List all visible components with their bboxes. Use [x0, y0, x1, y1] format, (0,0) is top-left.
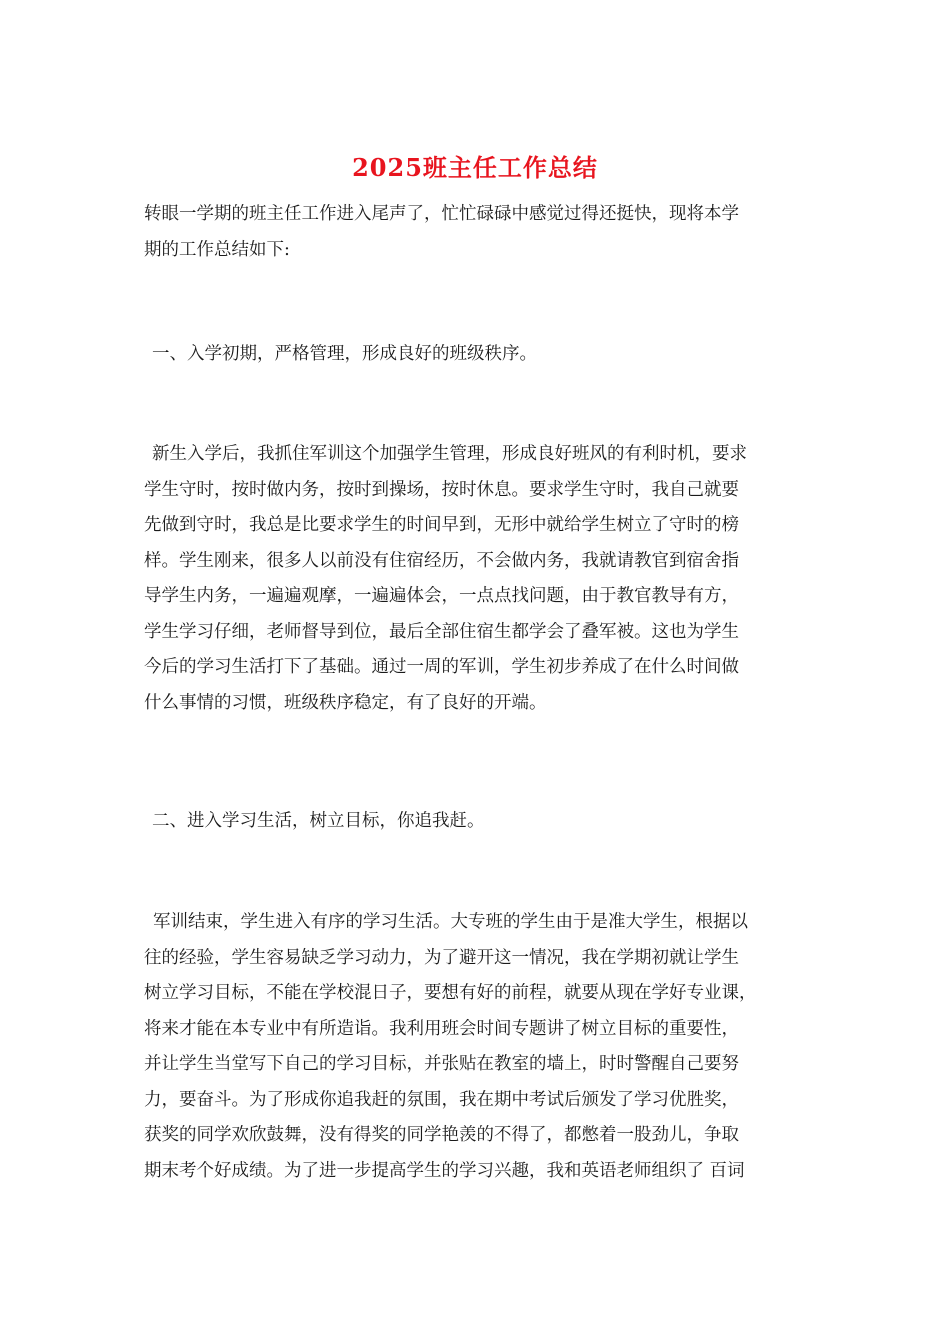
section-2-line: 期末考个好成绩。为了进一步提高学生的学习兴趣，我和英语老师组织了 百词 — [144, 1160, 745, 1181]
section-2-line: 树立学习目标，不能在学校混日子，要想有好的前程，就要从现在学好专业课， — [144, 983, 757, 1003]
section-2-line: 力，要奋斗。为了形成你追我赶的氛围，我在期中考试后颁发了学习优胜奖， — [144, 1089, 739, 1110]
section-1-line: 学生守时，按时做内务，按时到操场，按时休息。要求学生守时，我自己就要 — [144, 479, 739, 500]
section-1-line: 样。学生刚来，很多人以前没有住宿经历，不会做内务，我就请教官到宿舍指 — [144, 550, 739, 571]
section-1-paragraph — [144, 437, 808, 721]
section-2-line: 往的经验，学生容易缺乏学习动力，为了避开这一情况，我在学期初就让学生 — [144, 947, 739, 968]
section-2-line: 并让学生当堂写下自己的学习目标，并张贴在教室的墙上，时时警醒自己要努 — [144, 1054, 739, 1074]
section-1-heading: 一、入学初期，严格管理，形成良好的班级秩序。 — [152, 344, 537, 364]
section-2-paragraph — [144, 905, 808, 1189]
intro-line: 转眼一学期的班主任工作进入尾声了，忙忙碌碌中感觉过得还挺快，现将本学 — [144, 204, 739, 224]
section-1-line: 先做到守时，我总是比要求学生的时间早到，无形中就给学生树立了守时的榜 — [144, 515, 739, 535]
intro-line: 期的工作总结如下: — [144, 239, 290, 260]
section-1-line: 什么事情的习惯，班级秩序稳定，有了良好的开端。 — [144, 692, 547, 713]
section-2-heading: 二、进入学习生活，树立目标，你追我赶。 — [152, 811, 485, 831]
section-1-line: 今后的学习生活打下了基础。通过一周的军训，学生初步养成了在什么时间做 — [144, 657, 739, 677]
document-title: 2025班主任工作总结 — [352, 153, 598, 182]
section-2-line: 将来才能在本专业中有所造诣。我利用班会时间专题讲了树立目标的重要性， — [144, 1018, 739, 1039]
section-1-line: 新生入学后，我抓住军训这个加强学生管理，形成良好班风的有利时机，要求 — [152, 444, 747, 464]
section-2-line: 获奖的同学欢欣鼓舞，没有得奖的同学艳羡的不得了，都憋着一股劲儿，争取 — [144, 1125, 739, 1145]
section-2-line: 军训结束，学生进入有序的学习生活。大专班的学生由于是准大学生，根据以 — [153, 912, 748, 932]
intro-paragraph — [144, 197, 808, 268]
section-1-line: 学生学习仔细，老师督导到位，最后全部住宿生都学会了叠军被。这也为学生 — [144, 621, 739, 642]
section-1-line: 导学生内务，一遍遍观摩，一遍遍体会，一点点找问题，由于教官教导有方， — [144, 586, 739, 606]
